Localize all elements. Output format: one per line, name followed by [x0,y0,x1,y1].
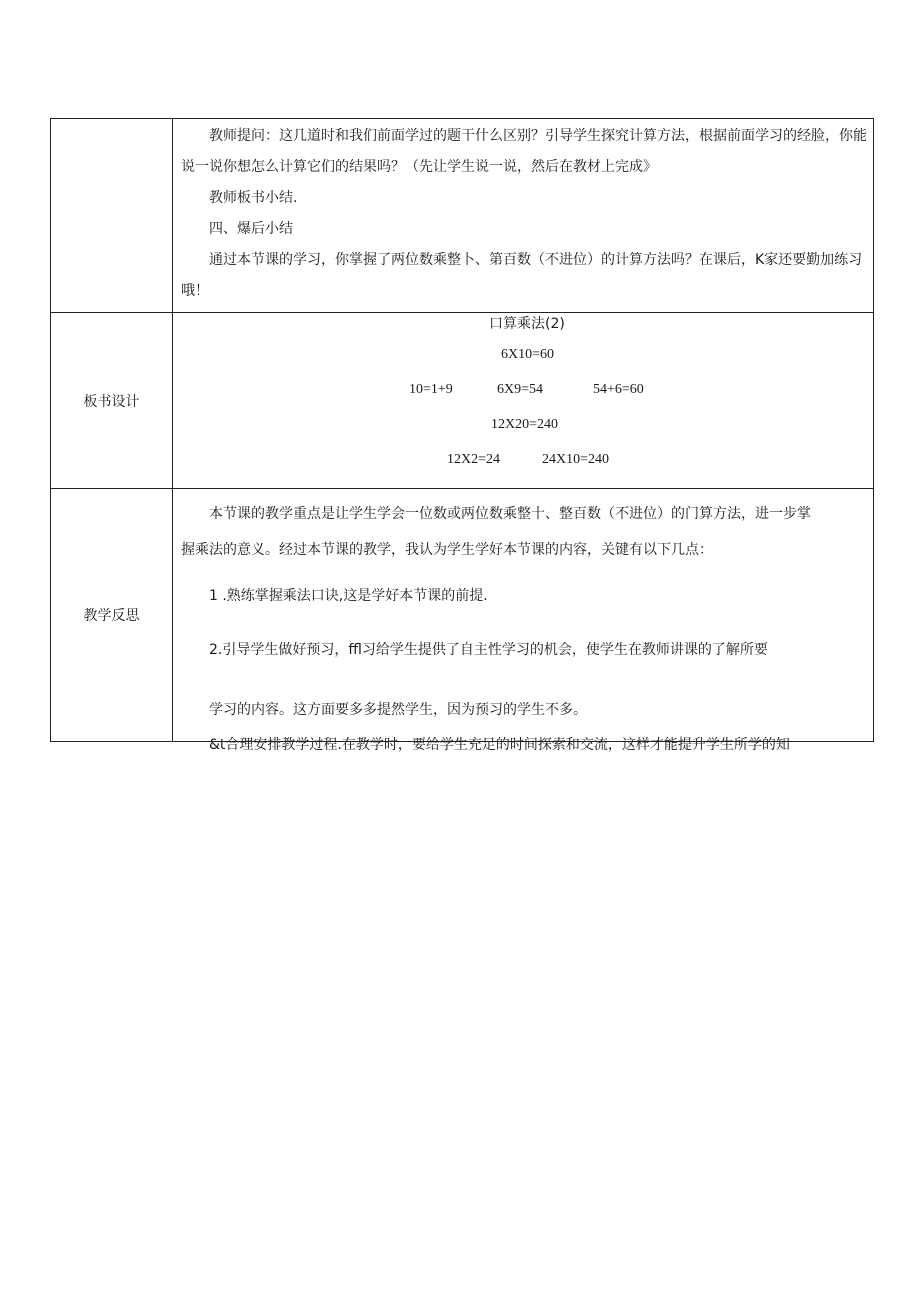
table-row [51,313,873,489]
table-row [51,119,873,313]
reflection-line: 学习的内容。这方面要多多提然学生，因为预习的学生不多。 [209,702,587,718]
teacher-question-paragraph: 教师提问：这几道时和我们前面学过的题干什么区别？引导学生探究计算方法，根据前面学习的经脸，你能说一说你想怎么计算它们的结果吗？（先让学生说一说，然后在教材上完成》 [181,128,867,175]
board-summary-paragraph: 教师板书小结. [209,190,298,206]
reflection-point-truncated: &t合理安排教学过程.在教学时，要给学生充足的时间探索和交流，这样才能提升学生所学的知 [209,737,790,753]
board-equation: 6X9=54 [497,382,544,397]
row-label-board-design: 板书设计 [51,313,173,488]
board-title: 口算乘法(2) [489,316,565,332]
board-design-cell [173,313,873,488]
teaching-process-cell [173,119,873,312]
board-equation: 54+6=60 [593,382,644,397]
reflection-point: 1 .熟练掌握乘法口诀,这是学好本节课的前提. [209,588,488,604]
board-equation: 24X10=240 [542,452,610,467]
row-label-reflection: 教学反思 [51,489,173,741]
lesson-summary-paragraph: 通过本节课的学习，你掌握了两位数乘整卜、第百数（不进位）的计算方法吗？在课后，K家还要勤加练习哦！ [181,252,863,299]
row-label [51,119,173,312]
section-heading: 四、爆后小结 [209,221,293,237]
reflection-line: 握乘法的意义。经过本节课的教学，我认为学生学好本节课的内容，关键有以下几点： [181,542,713,558]
board-equation: 12X20=240 [491,417,559,432]
reflection-cell [173,489,873,753]
board-equation: 12X2=24 [447,452,501,467]
reflection-point: 2.引导学生做好预习，ffl习给学生提供了自主性学习的机会，使学生在教师讲课的了解所要 [209,642,768,658]
lesson-plan-table [50,118,874,753]
reflection-line: 本节课的教学重点是让学生学会一位数或两位数乘整十、整百数（不进位）的门算方法，进一步掌 [209,506,811,522]
board-equation: 10=1+9 [409,382,453,397]
table-row [51,489,873,753]
board-equation: 6X10=60 [501,347,555,362]
